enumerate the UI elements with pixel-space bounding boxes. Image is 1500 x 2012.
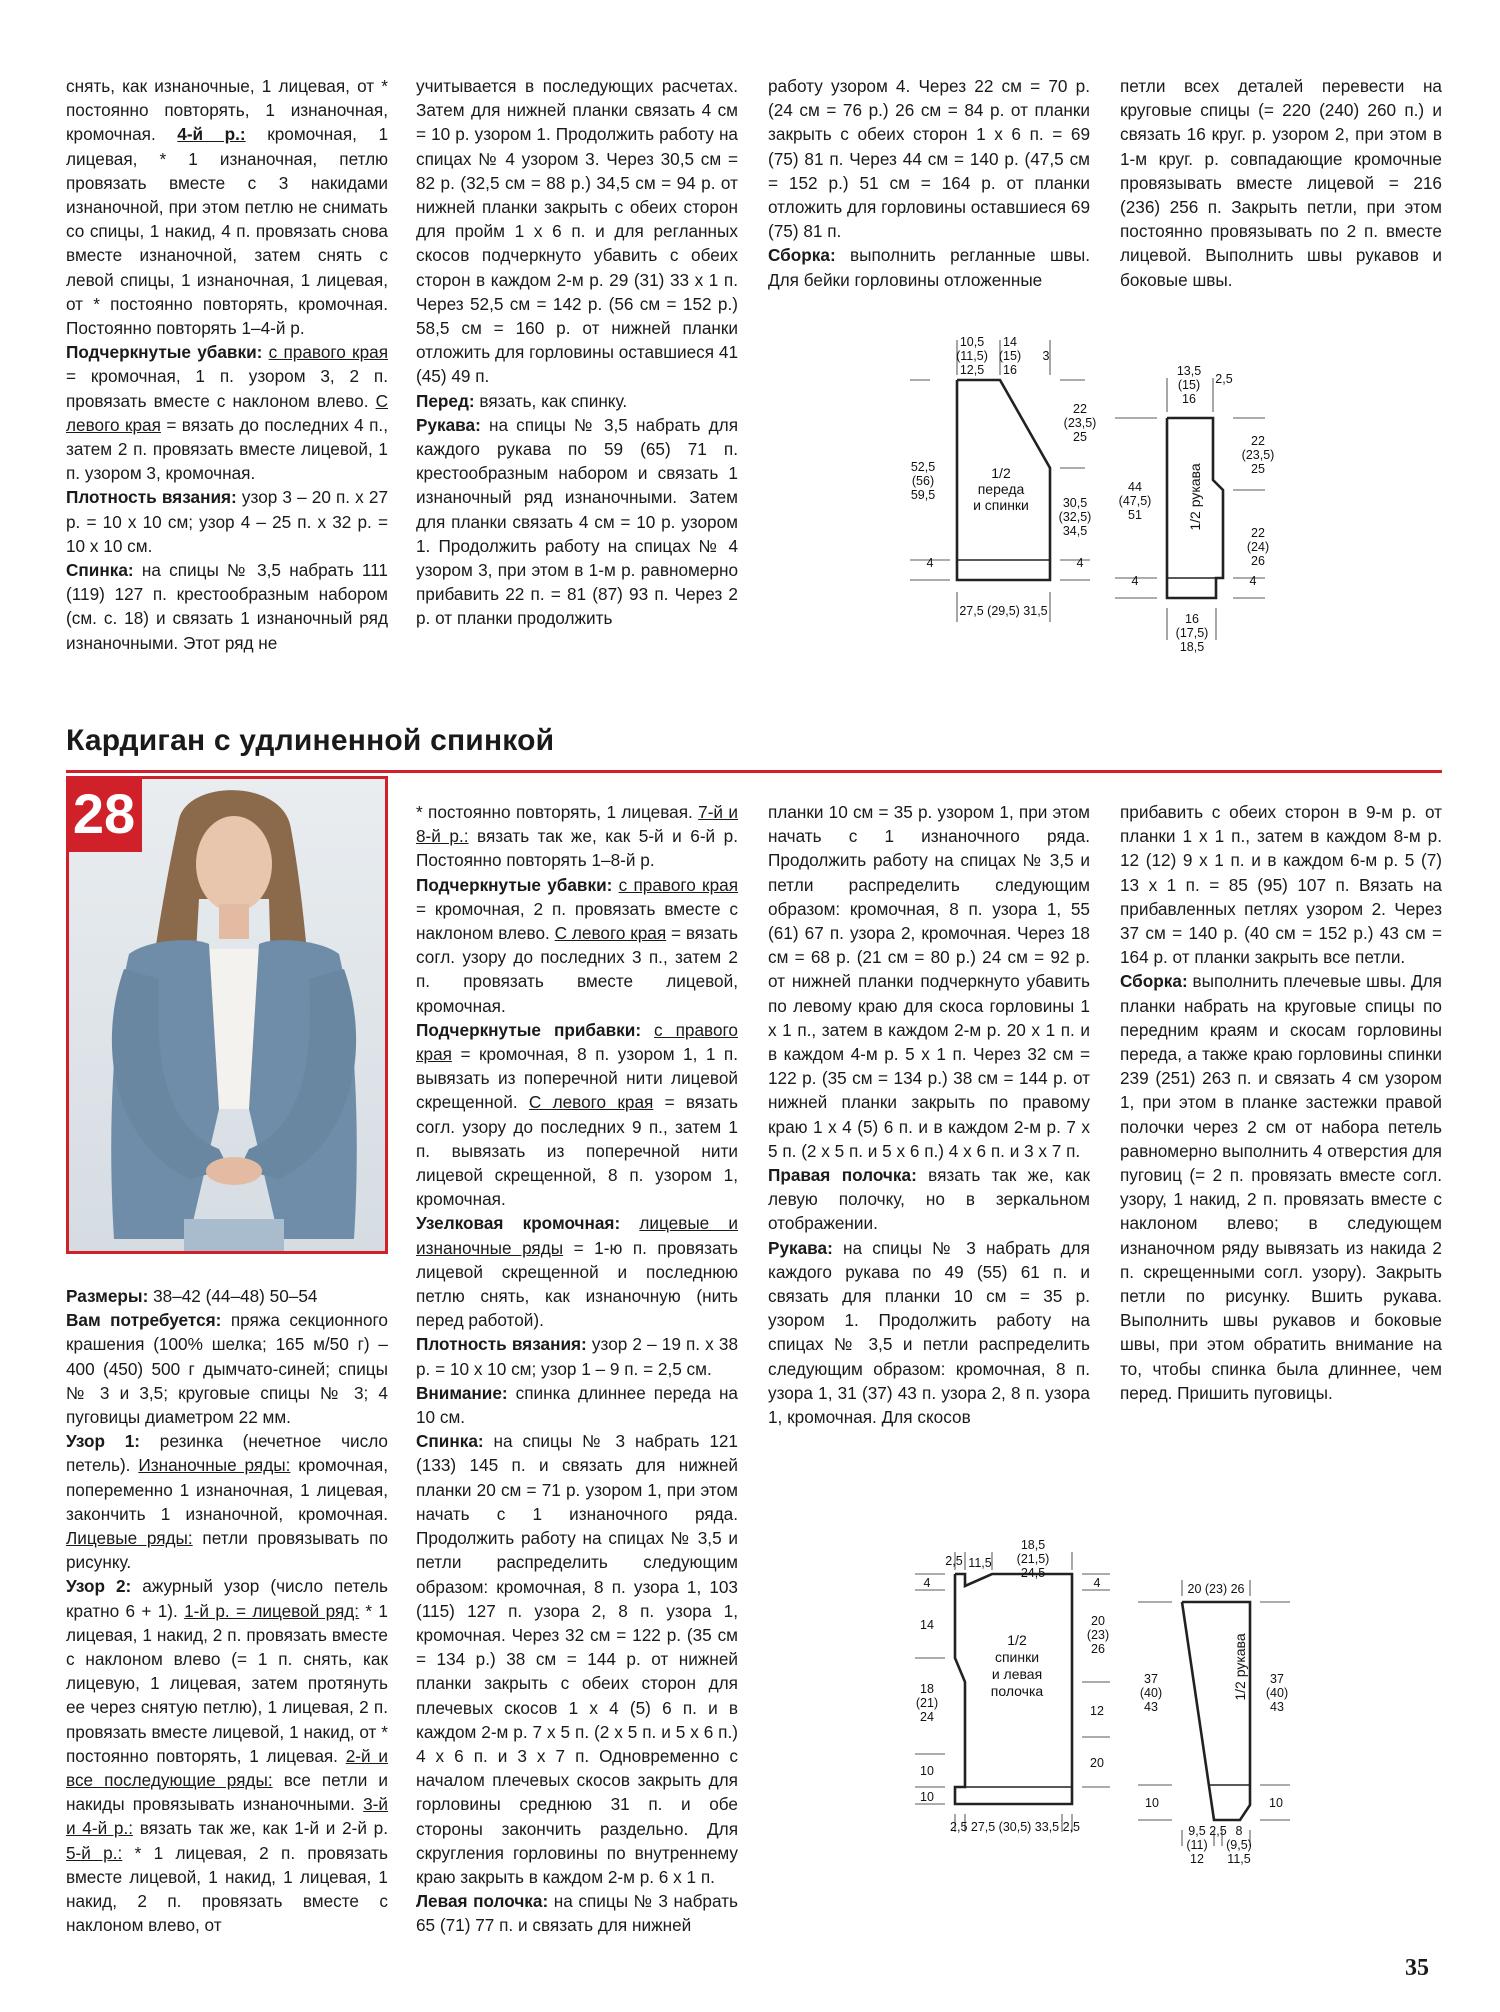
- piece-label-sleeve: 1/2 рукава: [1232, 1633, 1248, 1701]
- text-run: спинка длиннее переда на 10 см.: [416, 1382, 738, 1428]
- term-assembly: Сборка:: [768, 245, 836, 266]
- dim-sleeve-right: 37 (40) 43: [1265, 1672, 1289, 1714]
- bottom-column-3: [768, 800, 1090, 1429]
- dim-sleeve-top: 20 (23) 26: [1187, 1582, 1245, 1596]
- text-run: вязать, как спинку.: [474, 390, 628, 411]
- text-run: = кромочная, 8 п. узором 1, 1 п. вывязать из поперечной нити лицевой скрещенной.: [416, 1044, 738, 1113]
- underlined-term: 2-й и все последующие ряды:: [66, 1745, 388, 1791]
- text-run: прибавить с обеих сторон в 9-м р. от планки 1 х 1 п., затем в каждом 8-м р. 12 (12) 9 х 1 п. и в каждом 6-м р. 5 (7) 13 х 1 п. = 85 (95) 107 п. Вязать на прибавленных петлях узором 2. Через 37 см = 140 р. (40 см = 152 р.) 43 см = 164 р. от планки закрыть все петли.: [1120, 802, 1442, 968]
- underlined-term: с правого края: [268, 342, 388, 363]
- underlined-term: С левого края: [66, 390, 388, 435]
- dim-bottom-right: 4: [1076, 556, 1084, 570]
- dim-sleeve-top-right: 2,5: [1215, 372, 1233, 386]
- term-materials: Вам потребуется:: [66, 1310, 222, 1331]
- term-gauge: Плотность вязания:: [66, 487, 237, 508]
- section-title: Кардиган с удлиненной спинкой: [66, 724, 555, 757]
- model-number-badge: 28: [66, 776, 142, 852]
- term-sizes: Размеры:: [66, 1286, 149, 1306]
- text-run: выполнить плечевые швы. Для планки набрать на круговые спицы по передним краям и скосам горловины переда, а также краю горловины спинки 239 (251) 263 п. и связать 4 см узором 1, при этом в планке застежки правой полочки через 2 см от набора петель равномерно выполнить 4 отверстия для пуговиц (= 2 п. провязать вместе согл. узору, 1 накид, 2 п. провязать вместе с наклоном влево; в следующем изнаночном ряду вывязать из накида 2 п. скрещенными согл. узору). Закрыть петли по рисунку. Вшить рукава. Выполнить швы рукавов и боковые швы, при этом обратить внимание на то, чтобы спинка была длиннее, чем перед. Пришить пуговицы.: [1120, 971, 1442, 1403]
- dim-left-2: 14: [920, 1618, 934, 1632]
- text-run: * 1 лицевая, 1 накид, 2 п. провязать вместе с наклоном влево (= 1 п. снять, как лицевую, 1 лицевая, затем протянуть ее через снятую петлю), 1 лицевая, 2 п. провязать вместе лицевой, 1 накид, от * постоянно повторять, 1 лицевая.: [66, 1600, 388, 1766]
- dim-left-4: 10: [920, 1764, 934, 1778]
- text-run: вязать так же, как 5-й и 6-й р. Постоянно повторять 1–8-й р.: [416, 826, 738, 871]
- dim-right-4: 20: [1090, 1756, 1104, 1770]
- piece-label-back-left-front: 1/2 спинки и левая полочка: [990, 1632, 1044, 1699]
- text-run: на спицы № 3 набрать 65 (71) 77 п. и связать для нижней: [416, 1891, 738, 1936]
- text-run: 38–42 (44–48) 50–54: [148, 1286, 318, 1306]
- dim-right-lower: 30,5 (32,5) 34,5: [1058, 496, 1092, 538]
- text-run: * 1 лицевая, 2 п. провязать вместе лицевой, 1 накид, 1 лицевая, 1 накид, 2 п. провязать вместе с наклоном влево, от: [66, 1842, 388, 1936]
- spacer: [641, 1020, 654, 1040]
- piece-label-front-back: 1/2 переда и спинки: [973, 465, 1029, 513]
- dim-bottom-width: 27,5 (29,5) 31,5: [959, 604, 1048, 618]
- top-column-1: [66, 74, 388, 655]
- dim-right-upper: 22 (23,5) 25: [1063, 402, 1097, 444]
- dim-sleeve-bottom-b: 8 (9,5) 11,5: [1226, 1824, 1252, 1866]
- underlined-term: с правого края: [416, 1019, 738, 1065]
- text-run: все петли и накиды провязывать изнаночными.: [66, 1770, 388, 1815]
- text-run: = кромочная, 1 п. узором 3, 2 п. провязать вместе с наклоном влево.: [66, 366, 388, 411]
- text-run: на спицы № 3,5 набрать 111 (119) 127 п. крестообразным набором (см. с. 18) и связать 1 изнаночный ряд изнаночными. Этот ряд не: [66, 560, 388, 653]
- schematic-bottom-sleeve: [1130, 1560, 1300, 1866]
- dim-left-3: 18 (21) 24: [915, 1682, 939, 1724]
- text-run: снять, как изнаночные, 1 лицевая, от * постоянно повторять, 1 изнаночная, кромочная.: [66, 76, 388, 145]
- dim-right-3: 12: [1090, 1704, 1104, 1718]
- underlined-term: лицевые и изнаночные ряды: [416, 1213, 738, 1258]
- text-run: учитывается в последующих расчетах. Затем для нижней планки связать 4 см = 10 р. узором 1. Продолжить работу на спицах № 4 узором 3. Через 30,5 см = 82 р. (32,5 см = 88 р.) 34,5 см = 94 р. от нижней планки закрыть с обеих сторон для пройм 1 х 6 п. и для регланных скосов подчеркнуто убавить с обеих сторон в каждом 2-м р. 29 (31) 33 х 1 п. Через 52,5 см = 142 р. (56 см = 152 р.) 58,5 см = 160 р. от нижней планки отложить для горловины оставшиеся 41 (45) 49 п.: [416, 76, 738, 387]
- term-sleeves: Рукава:: [768, 1237, 833, 1258]
- text-run: = 1-ю п. провязать лицевой скрещенной и последнюю петлю снять, как изнаночную (нить перед работой).: [416, 1237, 738, 1331]
- text-run: планки 10 см = 35 р. узором 1, при этом начать с 1 изнаночного ряда. Продолжить работу на спицах № 3,5 и петли распределить следующим образом: кромочная, 8 п. узора 1, 55 (61) 67 п. узора 2, кромочная. Через 18 см = 68 р. (21 см = 80 р.) 24 см = 92 р. от нижней планки подчеркнуто убавить по левому краю для скоса горловины 1 х 1 п., затем в каждом 2-м р. 20 х 1 п. и в каждом 4-м р. 5 х 1 п. Через 32 см = 122 р. (35 см = 134 р.) 38 см = 144 р. от нижней планки закрыть по правому краю 1 х 4 (5) 6 п. и в каждом 2-м р. 7 х 5 п. (2 х 5 п. и 5 х 6 п.) 4 х 6 п. и 3 х 7 п.: [768, 802, 1090, 1161]
- term-underlined-decreases: Подчеркнутые убавки:: [416, 874, 613, 895]
- term-attention: Внимание:: [416, 1382, 508, 1403]
- dim-sleeve-bottom: 16 (17,5) 18,5: [1175, 612, 1209, 654]
- dim-sleeve-left: 37 (40) 43: [1139, 1672, 1163, 1714]
- term-front: Перед:: [416, 390, 475, 411]
- term-right-front: Правая полочка:: [768, 1165, 917, 1186]
- underlined-term: С левого края: [554, 923, 667, 944]
- dim-sleeve-bottom-right: 4: [1249, 574, 1257, 588]
- dim-bottom-width: 2,5 27,5 (30,5) 33,5 2,5: [950, 1820, 1080, 1834]
- underlined-term: с правого края: [618, 874, 738, 895]
- text-run: петли провязывать по рисунку.: [66, 1528, 388, 1573]
- text-run: = вязать согл. узору до последних 9 п., затем 1 п. вывязать из поперечной нити лицевой скрещенной, 8 п. узором 1, кромочная.: [416, 1092, 738, 1210]
- dim-sleeve-bottom-mid: 2,5: [1209, 1824, 1227, 1838]
- dim-top-c: 18,5 (21,5) 24,5: [1016, 1538, 1050, 1580]
- underlined-term: 5-й р.:: [66, 1842, 123, 1863]
- dim-top-right: 3: [1042, 349, 1050, 363]
- underlined-term: 3-й и 4-й р.:: [66, 1794, 388, 1839]
- term-assembly: Сборка:: [1120, 971, 1188, 992]
- text-run: * постоянно повторять, 1 лицевая.: [416, 802, 699, 822]
- dim-sleeve-right-lower: 22 (24) 26: [1246, 526, 1270, 568]
- dim-left: 52,5 (56) 59,5: [910, 460, 936, 502]
- piece-label-sleeve: 1/2 рукава: [1187, 463, 1203, 531]
- dim-sleeve-bottom-left: 4: [1131, 574, 1139, 588]
- text-run: = вязать согл. узору до последних 3 п., затем 2 п. провязать вместе лицевой, кромочная.: [416, 923, 738, 1016]
- section-divider: [66, 770, 1442, 773]
- text-run: выполнить регланные швы. Для бейки горловины отложенные: [768, 245, 1090, 290]
- underlined-term: 1-й р. = лицевой ряд:: [184, 1600, 360, 1621]
- dim-left-5: 10: [920, 1790, 934, 1804]
- term-knot-edge: Узелковая кромочная:: [416, 1213, 621, 1234]
- text-run: на спицы № 3 набрать для каждого рукава по 49 (55) 61 п. и связать для планки 10 см = 35 р. узором 1. Продолжить работу на спицах № 3,5 и петли распределить следующим образом: кромочная, 8 п. узора 1, 31 (37) 43 п. узора 2, 8 п. узора 1, кромочная. Для скосов: [768, 1237, 1090, 1428]
- dim-right-2: 20 (23) 26: [1086, 1614, 1110, 1656]
- schematic-top-body: [900, 330, 1100, 630]
- dim-top-left: 10,5 (11,5) 12,5: [956, 335, 988, 377]
- underlined-term: С левого края: [528, 1092, 654, 1113]
- text-run: кромочная, 1 лицевая, * 1 изнаночная, петлю провязать вместе с 3 накидами изнаночной, при этом петлю не снимать со спицы, 1 накид, 4 п. провязать снова вместе изнаночной, затем снять с левой спицы, 1 изнаночная, 1 лицевая, от * постоянно повторять, кромочная. Постоянно повторять 1–4-й р.: [66, 124, 389, 339]
- top-column-4: [1120, 74, 1442, 292]
- term-underlined-increases: Подчеркнутые прибавки:: [416, 1019, 642, 1040]
- dim-right-1: 4: [1093, 1576, 1101, 1590]
- term-gauge: Плотность вязания:: [416, 1334, 587, 1355]
- term-underlined-decreases: Подчеркнутые убавки:: [66, 342, 263, 363]
- underlined-term: 7-й и 8-й р.:: [416, 802, 738, 847]
- term-sleeves: Рукава:: [416, 414, 481, 435]
- text-run: на спицы № 3,5 набрать для каждого рукава по 59 (65) 71 п. крестообразным набором и связать 1 изнаночный ряд изнаночными. Затем для планки связать 4 см = 10 р. узором 1. Продолжить работу на спицах № 4 узором 3, при этом в 1-м р. равномерно прибавить 22 п. = 81 (87) 93 п. Через 2 р. от планки продолжить: [416, 414, 738, 629]
- dim-left-1: 4: [923, 1576, 931, 1590]
- text-run: вязать так же, как левую полочку, но в зеркальном отображении.: [768, 1165, 1090, 1234]
- term-left-front: Левая полочка:: [416, 1891, 549, 1912]
- bottom-column-1: [66, 1284, 388, 1937]
- dim-top-mid: 14 (15) 16: [998, 335, 1022, 377]
- dim-sleeve-bottom-a: 9,5 (11) 12: [1186, 1824, 1208, 1866]
- top-column-3: [768, 74, 1090, 292]
- text-run: = кромочная, 2 п. провязать вместе с наклоном влево.: [416, 898, 738, 944]
- text-run: вязать так же, как 1-й и 2-й р.: [133, 1818, 388, 1839]
- text-run: ажурный узор (число петель кратно 6 + 1).: [66, 1576, 388, 1621]
- term-back: Спинка:: [416, 1431, 484, 1452]
- spacer: [620, 1213, 639, 1233]
- bottom-column-2: [416, 800, 738, 1938]
- dim-top-a: 2,5: [945, 1554, 963, 1568]
- text-run: кромочная, попеременно 1 изнаночная, 1 лицевая, закончить 1 изнаночной, кромочная.: [66, 1455, 389, 1524]
- top-column-2: [416, 74, 738, 631]
- schematic-top-sleeve: [1105, 330, 1285, 660]
- text-run: резинка (нечетное число петель).: [66, 1431, 388, 1476]
- dim-sleeve-right-upper: 22 (23,5) 25: [1241, 434, 1275, 476]
- schematic-bottom-body: [905, 1532, 1125, 1852]
- dim-bottom-left: 4: [926, 556, 934, 570]
- text-run: узор 2 – 19 п. х 38 р. = 10 х 10 см; узор 1 – 9 п. = 2,5 см.: [416, 1334, 739, 1379]
- text-run: = вязать до последних 4 п., затем 2 п. провязать вместе лицевой, 1 п. узором 3, кромочная.: [66, 414, 388, 484]
- underlined-term: Изнаночные ряды:: [138, 1455, 291, 1476]
- page-number: 35: [1405, 1955, 1429, 1981]
- dim-sleeve-right-bottom: 10: [1269, 1796, 1283, 1810]
- term-pattern-1: Узор 1:: [66, 1431, 140, 1452]
- dim-sleeve-left: 44 (47,5) 51: [1118, 480, 1152, 522]
- dim-sleeve-left-bottom: 10: [1145, 1796, 1159, 1810]
- underlined-term: Лицевые ряды:: [66, 1528, 193, 1549]
- bottom-column-4: [1120, 800, 1442, 1405]
- term-pattern-2: Узор 2:: [66, 1576, 132, 1597]
- text-run: на спицы № 3 набрать 121 (133) 145 п. и связать для нижней планки 20 см = 71 р. узором 1, при этом начать с 1 изнаночного ряда. Продолжить работу на спицах № 3,5 и петли распределить следующим образом: кромочная, 8 п. узора 1, 103 (115) 127 п. узора 2, 8 п. узора 1, кромочная. Через 32 см = 122 р. (35 см = 134 р.) 38 см = 144 р. от нижней планки закрыть с обеих сторон для плечевых скосов 1 х 4 (5) 6 п. и в каждом 2-м р. 7 х 5 п. (2 х 5 п. и 5 х 6 п.) 4 х 6 п. и 3 х 7 п. Одновременно с началом плечевых скосов закрыть для горловины среднюю 31 п. и обе стороны закончить раздельно. Для скругления горловины по внутреннему краю закрыть в каждом 2-м р. 6 х 1 п.: [416, 1431, 738, 1887]
- text-run: пряжа секционного крашения (100% шелка; 165 м/50 г) – 400 (450) 500 г дымчато-синей; спицы № 3 и 3,5; круговые спицы № 3; 4 пуговицы диаметром 22 мм.: [66, 1310, 388, 1428]
- dim-sleeve-top: 13,5 (15) 16: [1176, 364, 1202, 406]
- row-label: 4-й р.:: [177, 124, 246, 145]
- term-back: Спинка:: [66, 560, 134, 581]
- dim-top-b: 11,5: [968, 1556, 992, 1570]
- text-run: узор 3 – 20 п. х 27 р. = 10 х 10 см; узор 4 – 25 п. х 32 р. = 10 х 10 см.: [66, 487, 389, 556]
- text-run: петли всех деталей перевести на круговые спицы (= 220 (240) 260 п.) и связать 16 круг. р. узором 2, при этом в 1-м круг. р. совпадающие кромочные провязывать вместе лицевой = 216 (236) 256 п. Закрыть петли, при этом постоянно провязывать по 2 п. вместе лицевой. Выполнить швы рукавов и боковые швы.: [1120, 76, 1442, 290]
- text-run: работу узором 4. Через 22 см = 70 р. (24 см = 76 р.) 26 см = 84 р. от планки закрыть с обеих сторон 1 х 6 п. = 69 (75) 81 п. Через 44 см = 140 р. (47,5 см = 152 р.) 51 см = 164 р. от планки отложить для горловины оставшиеся 69 (75) 81 п.: [768, 76, 1090, 242]
